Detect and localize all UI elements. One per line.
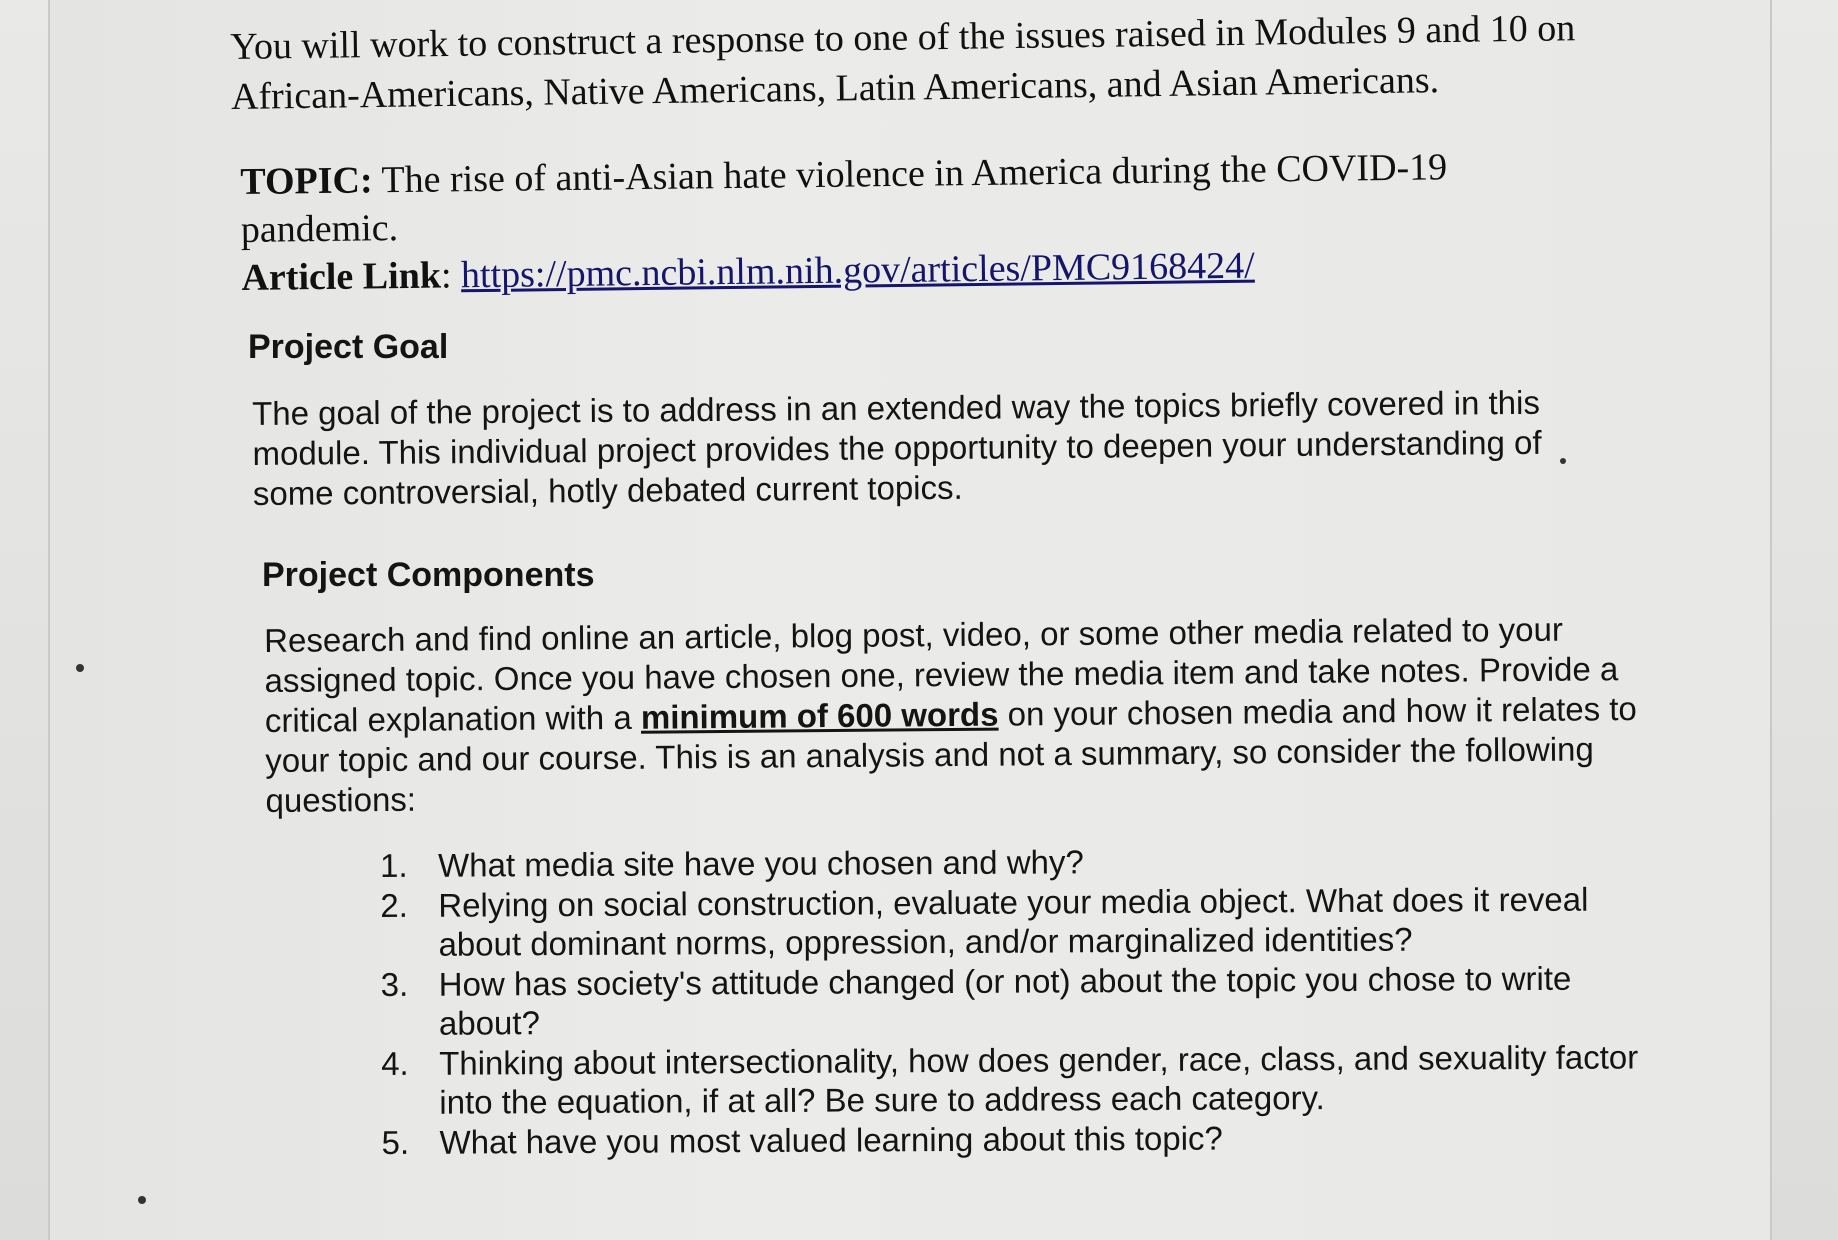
list-item-number: 4.: [381, 1044, 409, 1082]
intro-text: You will work to construct a response to one of the issues raised in Modules 9 and 10 on African-Americans, Native Americans, Latin Americans, and Asian Americans.: [230, 7, 1576, 118]
article-link[interactable]: https://pmc.ncbi.nlm.nih.gov/articles/PMC9168424/: [460, 244, 1255, 297]
intro-paragraph: [230, 2, 1651, 122]
list-item-text: Thinking about intersectionality, how does gender, race, class, and sexuality factor into the equation, if at all? Be sure to address each category.: [439, 1038, 1639, 1121]
document-screen: [48, 0, 1772, 1240]
project-components-heading: Project Components: [262, 556, 595, 594]
list-item-text: Relying on social construction, evaluate your media object. What does it reveal about dominant norms, oppression, and/or marginalized identities?: [438, 880, 1589, 963]
word-minimum-emphasis: minimum of 600 words: [640, 695, 999, 736]
list-item-number: 5.: [381, 1123, 410, 1161]
components-text-after: on your chosen media and how it relates to your topic and our course. This is an analysis and not a summary, so consider the following questions:: [265, 690, 1637, 819]
screen-speck: [138, 1196, 146, 1204]
list-item-text: What media site have you chosen and why?: [438, 843, 1084, 884]
topic-line: [240, 142, 1541, 254]
list-item: [380, 879, 1640, 964]
list-item: [381, 1116, 1641, 1162]
project-components-paragraph: [264, 609, 1656, 821]
list-item-number: 3.: [380, 965, 409, 1003]
list-item-number: 1.: [380, 846, 408, 884]
list-item-text: What have you most valued learning about this topic?: [439, 1119, 1223, 1161]
list-item-text: How has society's attitude changed (or not) about the topic you chose to write about?: [438, 959, 1572, 1042]
components-text-before: Research and find online an article, blog post, video, or some other media related to your assigned topic. Once you have chosen one, review the media item and take notes. Provide a critical explanation with a: [264, 610, 1619, 739]
article-label: Article Link: [241, 254, 442, 299]
project-goal-paragraph: The goal of the project is to address in an extended way the topics briefly covered in this module. This individual project provides the opportunity to deepen your understanding of some controversial, hotly debated current topics.: [252, 383, 1542, 512]
project-goal-heading: Project Goal: [248, 328, 449, 366]
article-separator: :: [440, 254, 452, 297]
topic-label: TOPIC:: [240, 159, 373, 203]
questions-list: [380, 839, 1642, 1163]
list-item: [381, 1037, 1641, 1122]
list-item-number: 2.: [380, 886, 408, 924]
list-item: [381, 958, 1641, 1043]
screen-speck: [1560, 458, 1566, 464]
list-item: [380, 839, 1640, 885]
topic-text: The rise of anti-Asian hate violence in America during the COVID-19 pandemic.: [240, 146, 1448, 251]
screen-speck: [76, 664, 84, 672]
topic-block: [240, 142, 1542, 302]
